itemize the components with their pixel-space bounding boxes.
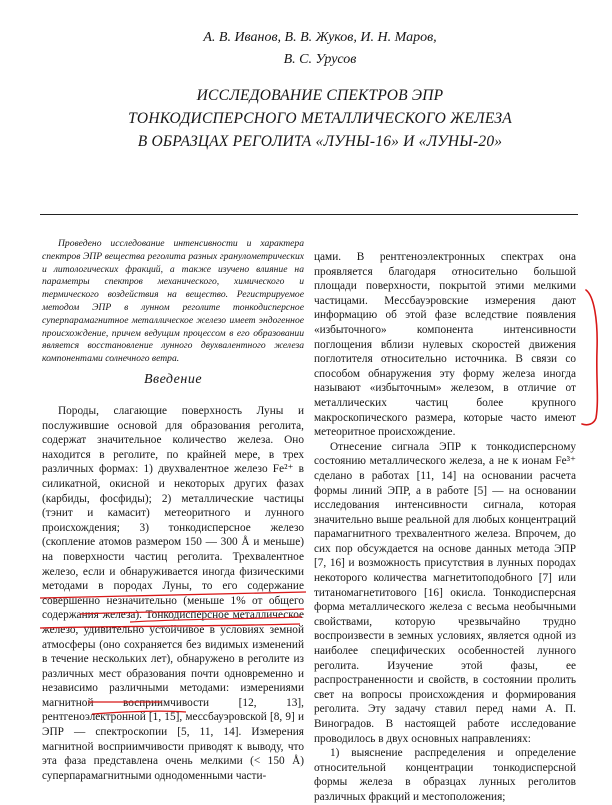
author-line-1: А. В. Иванов, В. В. Жуков, И. Н. Маров, [203, 30, 437, 45]
abstract: Проведено исследование интенсивности и характера спектров ЭПР вещества реголита разных гранулометрических и литологических фракций, а также изучено влияние на параметры спектров механического, химического и термического воздействия на вещество. Регистрируемое методом ЭПР в лунном реголите тонкодисперсное суперпарамагнитное металлическое железо имеет эндогенное происхождение, причем ведущим процессом в его образовании является восстановление лунного двухвалентного железа компонентами солнечного ветра. [42, 238, 304, 365]
right-paragraph-2: Отнесение сигнала ЭПР к тонкодисперсному состоянию металлического железа, а не к ионам Fe³⁺ сделано в работах [11, 14] на основании расчета формы линий ЭПР, а в работе [5] — на основании исследования интенсивности сигнала, которая значительно выше реальной для любых концентраций парамагнитного трехвалентного железа. Впрочем, до сих пор обсуждается на основе данных метода ЭПР [7, 16] и возможность присутствия в лунных породах некоторого количества магнетитоподобного [7] или титаномагнетитового [16] окисла. Тонкодисперсная форма металлического железа с весьма необычными свойствами, которую чрезвычайно трудно воспроизвести в земных условиях, является одной из наиболее специфических особенностей лунного реголита. Изучение этой фазы, ее распространенности и свойств, в состоянии пролить свет на вопросы происхождения и формирования реголита. Эту задачу ставил перед нами А. П. Виноградов. В настоящей работе исследование проводилось в двух основных направлениях: [314, 440, 576, 745]
margin-bracket-mark [582, 290, 597, 425]
author-line-2: В. С. Урусов [283, 52, 357, 67]
left-column [42, 404, 304, 783]
title-line-3: В ОБРАЗЦАХ РЕГОЛИТА «ЛУНЫ-16» И «ЛУНЫ-20» [137, 133, 503, 150]
title-line-2: ТОНКОДИСПЕРСНОГО МЕТАЛЛИЧЕСКОГО ЖЕЛЕЗА [128, 110, 512, 127]
header-divider [40, 214, 578, 215]
right-column [314, 250, 576, 805]
right-paragraph-1: цами. В рентгеноэлектронных спектрах она проявляется благодаря относительно большой площади поверхности, покрытой этими мелкими частицами. Мессбауэровские измерения дают информацию об этой фазе вследствие появления «избыточного» компонента интенсивности поглощения вблизи нулевых скоростей движения поглотителя относительно источника. В связи со способом обнаружения эту форму железа иногда называют «избыточным» железом, в отличие от металлических частиц более крупного макроскопического размера, которые часто имеют метеоритное происхождение. [314, 251, 576, 439]
section-heading: Введение [143, 372, 203, 387]
left-paragraph-1: Породы, слагающие поверхность Луны и послужившие основой для образования реголита, содержат значительное количество железа. Оно находится в реголите, по крайней мере, в трех различных формах: 1) двухвалентное железо Fe²⁺ в силикатной, окисной и некоторых других фазах (карбиды, фосфиды); 2) металлические частицы (тэнит и камасит) метеоритного и лунного происхождения; 3) тонкодисперсное железо (скопление атомов размером 150 — 300 Å и меньше) на поверхности частиц реголита. Трехвалентное железо, если и обнаруживается иногда физическими методами в породах Луны, то его содержание совершенно незначительно (меньше 1% от общего содержания железа). Тонкодисперсное металлическое железо, удивительно устойчивое в условиях земной атмосферы (оно сохраняется без видимых изменений в течение нескольких лет), обнаружено в реголите из различных мест образования почти одновременно и независимо различными методами: измерениями магнитной восприимчивости [12, 13], рентгеноэлектронной [1, 15], мессбауэровской [8, 9] и ЭПР — спектроскопии [5, 11, 14]. Измерения магнитной восприимчивости приводят к выводу, что эта фаза представлена очень мелкими (< 150 Å) суперпарамагнитными однодоменными части- [42, 405, 304, 782]
right-paragraph-3: 1) выяснение распределения и определение относительной концентрации тонкодисперсной формы железа в образцах лунных реголитов различных фракций и местоположения; [314, 747, 576, 803]
title-line-1: ИССЛЕДОВАНИЕ СПЕКТРОВ ЭПР [196, 87, 444, 104]
